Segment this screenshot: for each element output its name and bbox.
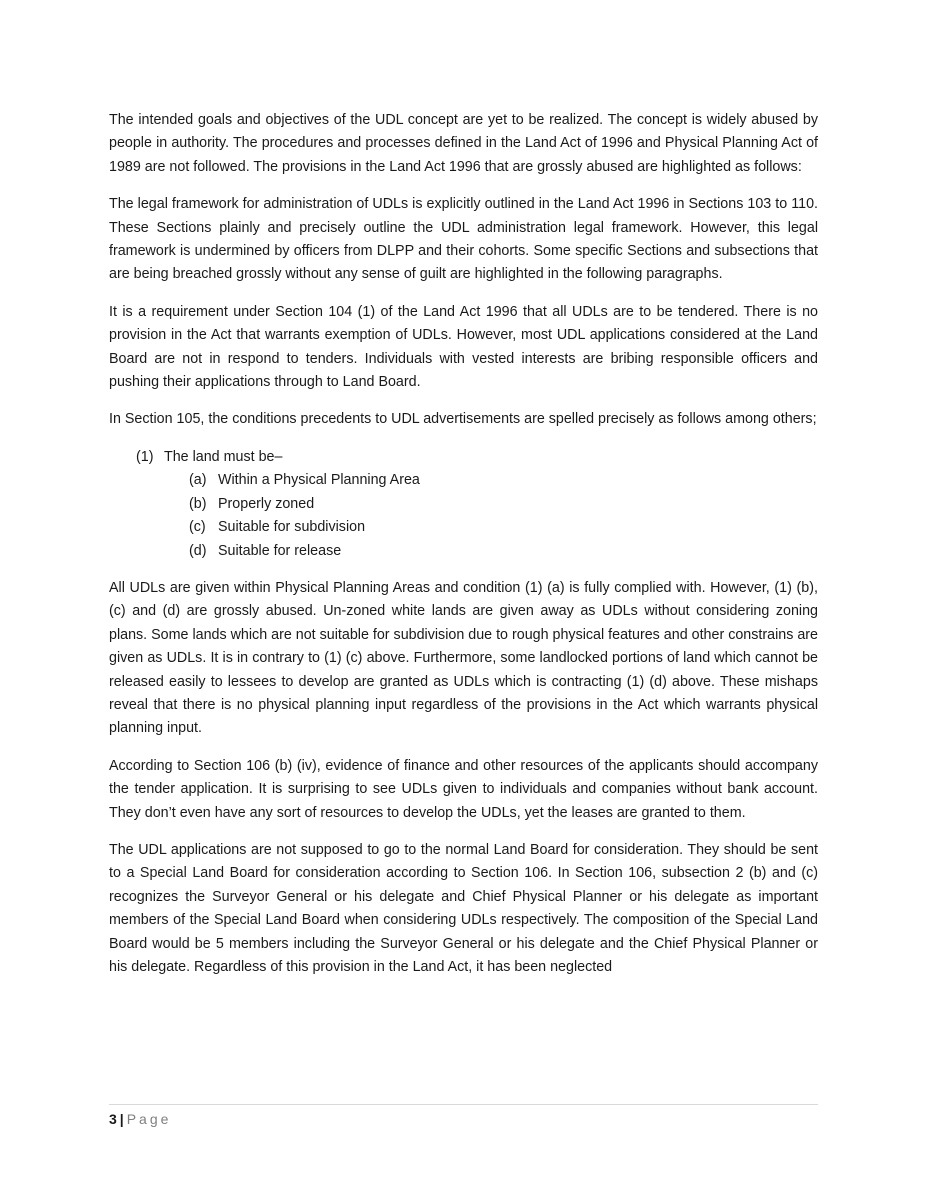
- list-item: [109, 516, 818, 539]
- list-head-number: (1): [136, 448, 154, 465]
- list-item-text: Suitable for subdivision: [218, 519, 366, 536]
- page-footer: [109, 1104, 818, 1129]
- list-head-text: The land must be–: [164, 448, 283, 465]
- paragraph-1: The intended goals and objectives of the UDL concept are yet to be realized. The concept is widely abused by people in authority. The procedures and processes defined in the Land Act of 1996 and Physical Planning Act of 1989 are not followed. The provisions in the Land Act 1996 that are grossly abused are highlighted as follows:: [109, 112, 818, 175]
- paragraph-2: The legal framework for administration of UDLs is explicitly outlined in the Land Act 1996 in Sections 103 to 110. These Sections plainly and precisely outline the UDL administration legal framework. However, this legal framework is undermined by officers from DLPP and their cohorts. Some specific Sections and subsections that are being breached grossly without any sense of guilt are highlighted in the following paragraphs.: [109, 196, 818, 283]
- sub-list: [109, 469, 818, 563]
- list-item: [109, 469, 818, 492]
- paragraph-4: In Section 105, the conditions precedents to UDL advertisements are spelled precisely as follows among others;: [109, 411, 817, 428]
- conditions-list: [109, 446, 818, 563]
- list-item-text: Within a Physical Planning Area: [218, 472, 420, 489]
- paragraph-7: The UDL applications are not supposed to go to the normal Land Board for consideration. They should be sent to a Special Land Board for consideration according to Section 106. In Section 106, subsection 2 (b) and (c) recognizes the Surveyor General or his delegate and Chief Physical Planner or his delegate as important members of the Special Land Board when considering UDLs respectively. The composition of the Special Land Board would be 5 members including the Surveyor General or his delegate and the Chief Physical Planner or his delegate. Regardless of this provision in the Land Act, it has been neglected: [109, 841, 818, 975]
- list-item-number: (d): [189, 542, 207, 559]
- list-item: [109, 493, 818, 516]
- paragraph-3: It is a requirement under Section 104 (1) of the Land Act 1996 that all UDLs are to be tendered. There is no provision in the Act that warrants exemption of UDLs. However, most UDL applications considered at the Land Board are not in respond to tenders. Individuals with vested interests are bribing responsible officers and pushing their applications through to Land Board.: [109, 303, 818, 391]
- document-body: [109, 109, 818, 993]
- list-item-number: (c): [189, 519, 206, 536]
- list-head: [109, 446, 818, 469]
- list-item-number: (b): [189, 495, 207, 512]
- list-item-number: (a): [189, 472, 207, 489]
- page-word: Page: [126, 1111, 172, 1127]
- list-item-text: Properly zoned: [218, 495, 315, 512]
- footer-separator: |: [119, 1111, 124, 1127]
- list-item: [109, 540, 818, 563]
- paragraph-5: All UDLs are given within Physical Planning Areas and condition (1) (a) is fully complied with. However, (1) (b), (c) and (d) are grossly abused. Un-zoned white lands are given away as UDLs without considering zoning plans. Some lands which are not suitable for subdivision due to rough physical features and other constrains are given as UDLs. It is in contrary to (1) (c) above. Furthermore, some landlocked portions of land which cannot be released easily to lessees to develop are granted as UDLs which is contracting (1) (d) above. These mishaps reveal that there is no physical planning input regardless of the provisions in the Act which warrants physical planning input.: [109, 579, 818, 737]
- page-number: 3: [109, 1111, 117, 1127]
- list-item-text: Suitable for release: [218, 542, 342, 559]
- paragraph-6: According to Section 106 (b) (iv), evidence of finance and other resources of the applicants should accompany the tender application. It is surprising to see UDLs given to individuals and companies without bank account. They don’t even have any sort of resources to develop the UDLs, yet the leases are granted to them.: [109, 757, 818, 821]
